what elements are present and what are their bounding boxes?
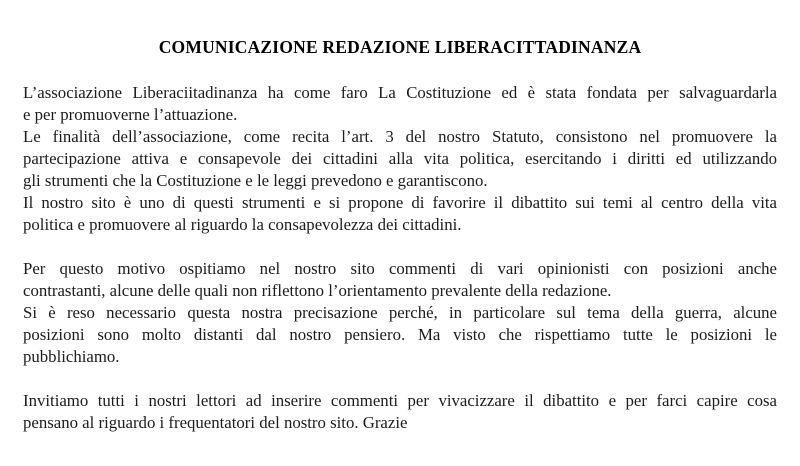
paragraph-spacer <box>23 368 777 390</box>
text-line: posizioni sono molto distanti dal nostro pensiero. Ma visto che rispettiamo tutte le posizioni le <box>23 325 777 344</box>
text-line: L’associazione Liberaciitadinanza ha come faro La Costituzione ed è stata fondata per salvaguardarla <box>23 83 777 102</box>
document-body <box>0 82 800 434</box>
text-line: partecipazione attiva e consapevole dei cittadini alla vita politica, esercitando i diritti ed utilizzando <box>23 149 777 168</box>
text-line: Il nostro sito è uno di questi strumenti e si propone di favorire il dibattito sui temi al centro della vita <box>23 193 777 212</box>
text-line: pubblichiamo. <box>23 347 120 366</box>
text-line: e per promuoverne l’attuazione. <box>23 105 238 124</box>
text-line: Per questo motivo ospitiamo nel nostro sito commenti di vari opinionisti con posizioni anche <box>23 259 777 278</box>
text-line: Si è reso necessario questa nostra precisazione perché, in particolare sul tema della guerra, alcune <box>23 303 777 322</box>
text-line: politica e promuovere al riguardo la consapevolezza dei cittadini. <box>23 215 462 234</box>
text-line: Invitiamo tutti i nostri lettori ad inserire commenti per vivacizzare il dibattito e per farci capire cosa <box>23 391 777 410</box>
text-line: Le finalità dell’associazione, come recita l’art. 3 del nostro Statuto, consistono nel promuovere la <box>23 127 777 146</box>
text-line: contrastanti, alcune delle quali non riflettono l’orientamento prevalente della redazione. <box>23 281 612 300</box>
text-line: pensano al riguardo i frequentatori del nostro sito. Grazie <box>23 413 408 432</box>
document-title: COMUNICAZIONE REDAZIONE LIBERACITTADINANZA <box>158 37 642 57</box>
text-line: gli strumenti che la Costituzione e le leggi prevedono e garantiscono. <box>23 171 488 190</box>
paragraph-spacer <box>23 236 777 258</box>
